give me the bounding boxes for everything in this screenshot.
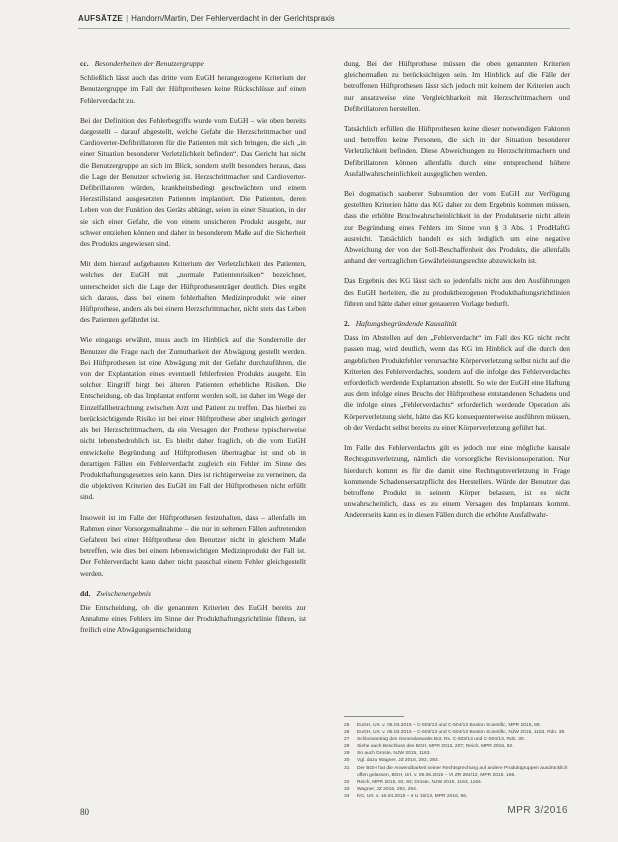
body-paragraph: Insoweit ist im Falle der Hüftprothesen festzuhalten, dass – allenfalls im Rahmen einer Vorsorgemaßnahme – die nur in seltenen Fällen auftretenden Gefahren bei einer Hüftprothese den Benutzer nicht in gleichem Maße betreffen, wie dies bei einem lebenswichtigen Medizinprodukt der Fall ist. Der Fehlerverdacht kann daher nicht pauschal einem Fehler gleichgestellt werden. — [80, 512, 306, 578]
body-paragraph: Im Falle des Fehlerverdachts gilt es jedoch nur eine mögliche kausale Rechtsgutsverletzung, nämlich die vorsorgliche Revisionsoperation. Nur hierdurch kommt es für die damit eine Rechtsgutsverletzung in Frage kommende Schadensersatzpflicht des Herstellers. Würde der Benutzer das betroffene Produkt in seinem Körper belassen, ist es nicht unwahrscheinlich, dass es zu einem Versagen des Implantats kommt. Andererseits kann es in diesen Fällen durch die erhöhte Ausfallwahr- — [344, 443, 570, 520]
footnote-text: Siehe auch Beschluss des BGH, MPR 2013, 207; Reich, MPR 2015, 92. — [357, 744, 514, 750]
header-title: Handorn/Martin, Der Fehlerverdacht in der Gerichtspraxis — [131, 14, 335, 23]
footnote-text: Vgl. dazu Wagner, JZ 2016, 292, 293. — [357, 758, 439, 764]
body-paragraph: Bei der Definition des Fehlerbegriffs wurde vom EuGH – wie oben bereits dargestellt – darauf abgestellt, welche Gefahr die Herzschrittmacher und Cardioverter-Defibrillatoren für die Patienten mit sich bringen, die sich „in einer Situation besonderer Verletzlichkeit befinden“. Das Gericht hat nicht die Benutzergruppe an sich im Blick, sondern stellt besonders heraus, dass die Lage der Benutzer schwierig ist. Herzschrittmacher und Cardioverter-Defibrillatoren würden, krankheitsbedingt geschwächten und einem Herzstillstand ausgesetzten Patienten implantiert. Die Patienten, deren Leben von der Funktion des Geräts abhängt, seien in einer Situation, in der sie sich einer Gefahr, die von einem unsicheren Produkt ausgeht, nur schwer entziehen können und daher in besonderem Maße auf die Sicherheit des Produkts angewiesen sind. — [80, 115, 306, 249]
page-header — [78, 14, 578, 28]
footnote — [344, 736, 570, 743]
footnote-text: EuGH, Urt. v. 05.03.2015 – C-503/13 und C-504/13 Boston Scientific, MPR 2015, 88. — [357, 723, 541, 728]
footnote-text: Der BGH hat die Anwendbarkeit seiner Rechtsprechung auf andere Produktgruppen ausdrücklich offen gelassen, BGH, Urt. v. 09.06.2015 – VI ZR 284/12, MPR 2015, 165. — [357, 765, 568, 778]
paragraph-group — [80, 72, 306, 579]
footnote — [344, 786, 570, 793]
body-paragraph: Schließlich lässt auch das dritte vom EuGH herangezogene Kriterium der Benutzergruppe im Fall der Hüftprothesen keine Rückschlüsse auf einen Fehlerverdacht zu. — [80, 73, 306, 105]
body-paragraph: Tatsächlich erfüllen die Hüftprothesen keine dieser notwendigen Faktoren und betreffen keine Personen, die sich in der Situation besonderer Verletzlichkeit befinden. Diese Abweichungen zu Herzschrittmachern und Defibrillatoren können allenfalls durch eine entsprechend höhere Ausfallwahrscheinlichkeit ausgeglichen werden. — [344, 124, 570, 178]
footnote-text: EuGH, Urt. v. 05.03.2015 – C-503/13 und C-504/13 Boston Scientific, NJW 2015, 1163, Rdn. 39. — [357, 730, 566, 736]
left-column — [80, 58, 306, 645]
footnote-number: 34 — [344, 793, 350, 799]
body-paragraph: dung. Bei der Hüftprothese müssen die oben genannten Kriterien gleichermaßen zu berücksichtigen sein. Im Hinblick auf die Fälle der betroffenen Hüftprothesen lässt sich jedoch mit keinem der Kriterien auch nur ansatzweise eine Vergleichbarkeit mit Herzschrittmachern und Defibrillatoren herstellen. — [344, 59, 570, 113]
body-paragraph: Das Ergebnis des KG lässt sich so jedenfalls nicht aus den Ausführungen des EuGH herleiten, die zu produktbezogenen Produkthaftungsrichtlinien führen und hätte daher einer genaueren Vorlage bedurft. — [344, 276, 570, 308]
footnote-number: 27 — [344, 737, 350, 743]
footnote-text: So auch Droste, NJW 2015, 1163. — [357, 751, 431, 757]
header-separator: | — [126, 14, 129, 23]
section-heading: cc. Besonderheiten der Benutzergruppe — [80, 59, 204, 68]
right-column — [344, 58, 570, 530]
section-heading: 2. Haftungsbegründende Kausalität — [344, 319, 457, 329]
footnote-number: 30 — [344, 758, 350, 764]
body-paragraph: Wie eingangs erwähnt, muss auch im Hinblick auf die Sonderrolle der Benutzer die Frage nach der Zumutbarkeit der Abwägung gestellt werden. Bei Hüftprothesen ist eine Abwägung mit der Gefahr durchzuführen, die von der Explantation eines eventuell fehlerfreien Produkts ausgeht. Ein solcher Eingriff birgt bei älteren Patienten erhebliche Risiken. Die Entscheidung, ob das Implantat entfernt werden soll, ist daher im Wege der Einzelfallbetrachtung zwischen Arzt und Patient zu treffen. Das hierbei zu berücksichtigende Risiko ist bei einer Hüftprothese aber ungleich geringer als bei Herzschrittmachern, da ein Versagen der Prothese typischerweise nicht lebensbedrohlich ist. Es bleibt daher fraglich, ob die vom EuGH entwickelte Begründung auf Hüftprothesen übertragbar ist und ob in derartigen Fällen ein Fehlerverdacht zugleich ein Fehler im Sinne des Produkthaftungsgesetzes sein kann. Dies ist richtigerweise zu verneinen, da die objektiven Kriterien des EuGH im Fall der Hüftprothesen nicht erfüllt sind. — [80, 335, 306, 502]
footnote-rule — [344, 716, 404, 717]
footnote — [344, 793, 570, 800]
footnote-number: 26 — [344, 730, 350, 736]
footnote-text: KG, Urt. v. 16.04.2015 – 4 U 19/13, MPR 2016, 56. — [357, 793, 468, 799]
footnote-number: 25 — [344, 723, 350, 728]
paragraph-group — [344, 332, 570, 520]
footnote — [344, 750, 570, 757]
page-number: 80 — [80, 807, 89, 817]
body-paragraph: Die Entscheidung, ob die genannten Kriterien des EuGH bereits zur Annahme eines Fehlers im Sinne der Produkthaftungsrichtlinie führen, ist freilich eine Abwägungsentscheidung — [80, 602, 306, 635]
footnote — [344, 743, 570, 750]
section-label: AUFSÄTZE — [78, 14, 124, 23]
footnote — [344, 765, 570, 779]
body-paragraph: Dass im Abstellen auf den „Fehlerverdacht“ im Fall des KG nicht recht passen mag, wird deutlich, wenn das KG im Hinblick auf die durch den angeblichen Produktfehler verursachte Körperverletzung selbst nicht auf die Kriterien des Fehlerverdachts, sondern auf die infolge des Fehlerverdachts erforderlich werdende Explantation abstellt. So wie der EuGH eine Haftung aus dem infolge eines Bruchs der Hüftprothese entstandenen Schadens und die infolge eines „Fehlerverdachts“ erforderlich werdende Operation als Körperverletzung sieht, hätte das KG konsequenterweise ausführen müssen, ob der Verdacht selbst bereits zu einer Körperverletzung geführt hat. — [344, 333, 570, 432]
header-rule — [78, 28, 570, 29]
footnote-number: 33 — [344, 786, 350, 792]
footnote — [344, 757, 570, 764]
footnote — [344, 779, 570, 786]
footnotes — [344, 722, 570, 800]
footnote-number: 32 — [344, 779, 350, 785]
body-paragraph: Bei dogmatisch sauberer Subsumtion der vom EuGH zur Verfügung gestellten Kriterien hätte das KG daher zu dem Ergebnis kommen müssen, dass die erhöhte Bruchwahrscheinlichkeit in der Produktserie nicht allein zur Begründung eines Fehlers im Sinne von § 3 Abs. 1 ProdHaftG ausreicht. Tatsächlich handelt es sich lediglich um eine negative Abweichung der von der Soll-Beschaffenheit des Produkts, die allenfalls anhand der vertraglichen Gewährleistungsrechte abzuwickeln ist. — [344, 189, 570, 266]
footnote — [344, 722, 570, 729]
footnote-text: Reich, MPR 2015, 92, 93; Droste, NJW 2015, 1163, 1164. — [357, 779, 483, 785]
footnote-text: Schlussantrag des Generalanwalts Bot, Rs. C-503/13 und C-504/13, Rdn. 30. — [357, 737, 526, 743]
paragraph-group — [344, 58, 570, 309]
paragraph-group — [80, 602, 306, 636]
footnote-number: 29 — [344, 751, 350, 757]
body-paragraph: Mit dem hierauf aufgebauten Kriterium der Verletzlichkeit des Patienten, welches der EuGH mit „normale Patientenrisiken“ bezeichnet, unterscheidet sich die Lage der Hüftprothesenträger deutlich. Dies ergibt sich daraus, dass bei einem fehlerhaften Medizinprodukt wie einer Hüftprothese, anders als bei einem Herzschrittmacher, nicht stets das Leben des Patienten gefährdet ist. — [80, 259, 306, 325]
footnote-number: 31 — [344, 765, 350, 771]
footnote-text: Wagner, JZ 2016, 292, 294. — [357, 786, 418, 792]
journal-issue: MPR 3/2016 — [507, 805, 568, 816]
section-heading: dd. Zwischenergebnis — [80, 588, 151, 598]
footnote — [344, 729, 570, 736]
footnote-number: 28 — [344, 744, 350, 750]
